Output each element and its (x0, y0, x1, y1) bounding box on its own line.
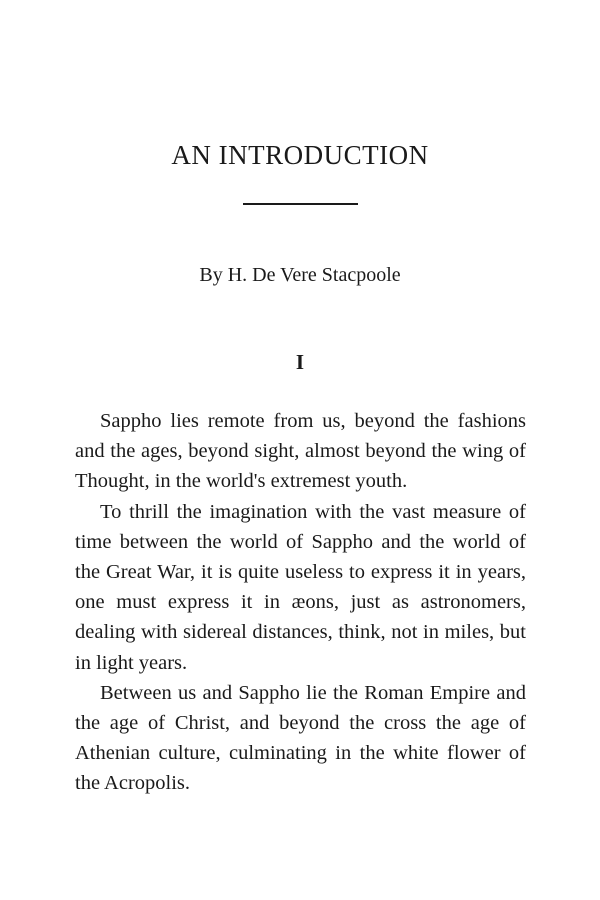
author-byline: By H. De Vere Stacpoole (199, 264, 401, 286)
body-text (75, 406, 526, 799)
chapter-title: AN INTRODUCTION (171, 140, 429, 170)
section-number: I (295, 350, 305, 374)
paragraph: Between us and Sappho lie the Roman Empire and the age of Christ, and beyond the cross the age of Athenian culture, culminating in the white flower of the Acropolis. (75, 681, 526, 795)
paragraph: To thrill the imagination with the vast measure of time between the world of Sappho and the world of the Great War, it is quite useless to express it in years, one must express it in æons, just as astronomers, dealing with sidereal distances, think, not in miles, but in light years. (75, 500, 526, 674)
paragraph: Sappho lies remote from us, beyond the fashions and the ages, beyond sight, almost beyond the wing of Thought, in the world's extremest youth. (75, 410, 526, 493)
title-divider (243, 203, 358, 205)
